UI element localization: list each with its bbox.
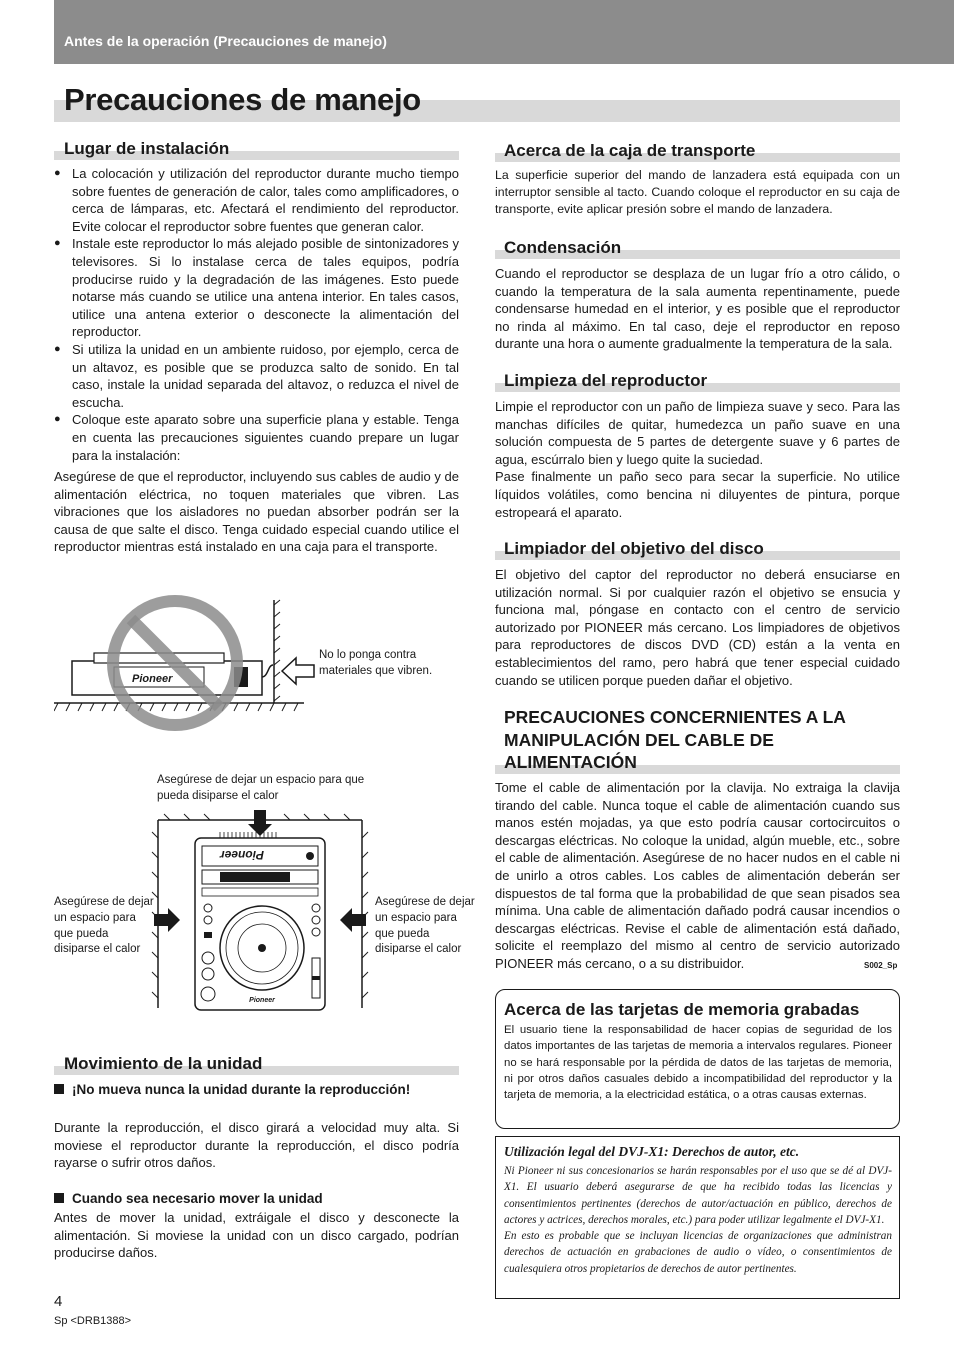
page-number: 4 [54, 1293, 63, 1310]
subheading-mover: Cuando sea necesario mover la unidad [54, 1190, 452, 1208]
figure-ventilation [150, 808, 370, 1013]
heading-tarjetas: Acerca de las tarjetas de memoria grabadas [504, 1000, 860, 1019]
heading-movimiento: Movimiento de la unidad [64, 1054, 263, 1073]
cable-code: S002_Sp [864, 961, 898, 970]
tarjetas-text: El usuario tiene la responsabilidad de hacer copias de seguridad de los datos importantes de las tarjetas de memoria a intervalos regulares. Pioneer no se hará responsable por la pérdida de datos de las tarjetas de memoria, ni por otros daños casuales debido a incompatibilidad del reproductor y la tarjeta de memoria, a la electricidad estática, o a otras causas externas. [504, 1024, 892, 1102]
condensacion-text: Cuando el reproductor se desplaza de un lugar frío a otro cálido, o cuando la temperatura de la sala aumenta repentinamente, puede condensarse humedad en el interior, y es posible que el reproductor no rinda al máximo. En tal caso, deje el reproductor en reposo durante una hora o aumente gradualmente la temperatura de la sala. [495, 266, 900, 352]
limpieza-text2: Pase finalmente un paño seco para secar la superficie. No utilice líquidos volátiles, como bencina ni diluyentes de pintura, porque estropeará el aparato. [495, 469, 900, 520]
list-item: ● Si utiliza la unidad en un ambiente ruidoso, por ejemplo, cerca de un altavoz, es posible que se produzca salto de sonido. En tal caso, instale la unidad separada del altavoz, o reduzca el nivel de escucha. [54, 341, 459, 411]
cable-text: Tome el cable de alimentación por la clavija. No extraiga la clavija tirando del cable. Nunca toque el cable de alimentación cuando sus manos estén mojadas, ya que esto podría causar cortocircuitos o descargas eléctricas. No coloque la unidad, algún mueble, etc., sobre el cable de alimentación. Asegúrese de no hacer nudos en el cable ni de unirlo a otros cables. Los cables de alimentación deberán ser dispuestos de tal forma que la probabilidad de que sean pisados sea mínima. Una cable de alimentación dañado podrá causar incendios o descargas eléctricas. Revise el cable de alimentación está dañado, solicite el reemplazo del mismo al centro de servicio autorizado PIONEER más cercano, o a su distribuidor. [495, 780, 900, 971]
figure2-right-caption: Asegúrese de dejar un espacio para que pueda disiparse el calor [375, 896, 475, 956]
tarjetas-box [495, 989, 900, 1129]
arrow-right-icon [152, 904, 182, 936]
doc-code: Sp <DRB1388> [54, 1315, 132, 1327]
limpieza-text1: Limpie el reproductor con un paño de limpieza suave y seco. Para las manchas difíciles de quitar, humedezca un paño suave en una solución compuesta de 5 partes de detergente suave y 6 partes de agua, escúrralo bien y luego quite la suciedad. [495, 399, 900, 467]
figure2-logo-bottom: Pioneer [249, 997, 275, 1004]
heading-caja: Acerca de la caja de transporte [504, 141, 756, 160]
lugar-body [54, 165, 459, 556]
list-item: ● Coloque este aparato sobre una superficie plana y estable. Tenga en cuenta las precauciones siguientes cuando prepare un lugar para la instalación: [54, 411, 459, 464]
figure1-logo: Pioneer [132, 673, 173, 685]
lugar-bullet-list [54, 165, 459, 464]
legal-text2: En esto es probable que se incluyan licencias de organizaciones que administran derechos de actuación en grabaciones de audio o vídeo, o consentimientos de cualesquiera otros propietarios de derechos de autor pertinentes. [504, 1230, 892, 1275]
heading-legal: Utilización legal del DVJ-X1: Derechos de autor, etc. [504, 1144, 800, 1159]
header-section-title: Antes de la operación (Precauciones de manejo) [64, 33, 387, 49]
figure2-top-caption: Asegúrese de dejar un espacio para que pueda disiparse el calor [157, 774, 365, 802]
heading-limpieza: Limpieza del reproductor [504, 371, 708, 390]
header-band [54, 0, 954, 64]
movimiento-text2: Antes de mover la unidad, extráigale el disco y desconecte la alimentación. Si moviese la unidad con un disco cargado, podrían producirse daños. [54, 1210, 459, 1261]
figure2-logo-top: Pioneer [219, 848, 265, 862]
limpiador-text: El objetivo del captor del reproductor no deberá ensuciarse en utilización normal. Si por cualquier razón el objetivo se ensucia y funciona mal, póngase en contacto con el centro de servicio autorizado por PIONEER más cercano. Los limpiadores de objetivos para reproductores de discos DVD (CD) están a la venta en establecimientos del ramo, pero habrá que tener especial cuidado cuando se utilicen porque pueden dañar el objetivo. [495, 567, 900, 688]
legal-text [504, 1163, 892, 1277]
arrow-left-icon [338, 904, 368, 936]
heading-lugar: Lugar de instalación [64, 139, 230, 158]
list-item: ● La colocación y utilización del reproductor durante mucho tiempo sobre fuentes de generación de calor, tales como amplificadores, o cerca de lámparas, etc. Afectará el rendimiento del reproductor. Evite colocar el reproductor sobre fuentes que generan calor. [54, 165, 459, 235]
limpieza-text [495, 398, 900, 521]
caja-text: La superficie superior del mando de lanzadera está equipada con un interruptor sensible al tacto. Cuando coloque el reproductor en su caja de transporte, evite aplicar presión sobre el mando de lanzadera. [495, 168, 900, 217]
figure1-caption: No lo ponga contra materiales que vibren. [319, 649, 433, 677]
subheading-no-mover: ¡No mueva nunca la unidad durante la reproducción! [54, 1081, 412, 1099]
legal-text1: Ni Pioneer ni sus concesionarios se harán responsables por el uso que se dé al DVJ-X1. El usuario deberá asegurarse de que ha recibido todas las licencias y consentimientos pertinentes (derechos de autor/actuación en público, derechos de actores y actrices, derechos morales, etc.) para poder utilizar legalmente el DVJ-X1. [504, 1165, 892, 1226]
legal-box [495, 1136, 900, 1299]
heading-condensacion: Condensación [504, 238, 622, 257]
figure2-left-caption: Asegúrese de dejar un espacio para que pueda disiparse el calor [54, 896, 154, 956]
page-title: Precauciones de manejo [64, 82, 421, 117]
list-item: ● Instale este reproductor lo más alejado posible de sintonizadores y televisores. Si lo instalase cerca de tales equipos, podría producirse ruido y la degradación de las imágenes. Esto puede notarse más cuando se utilice una antena interior. En tales casos, utilice una antena exterior o desconecte la alimentación del reproductor. [54, 235, 459, 341]
heading-cable: PRECAUCIONES CONCERNIENTES A LA MANIPULACIÓN DEL CABLE DE ALIMENTACIÓN [504, 707, 846, 772]
movimiento-text1: Durante la reproducción, el disco girará a velocidad muy alta. Si moviese el reproductor durante la reproducción, el disco podría rayarse o sufrir otros daños. [54, 1120, 459, 1171]
lugar-paragraph: Asegúrese de que el reproductor, incluyendo sus cables de audio y de alimentación eléctrica, no toquen materiales que vibren. Las vibraciones que los aisladores no puedan absorber podrán ser la causa de que salte el disco. Tenga cuidado especial cuando utilice el reproductor mientras está instalado en una caja para el transporte. [54, 469, 459, 555]
heading-limpiador: Limpiador del objetivo del disco [504, 539, 764, 558]
figure-no-vibration [54, 595, 314, 735]
arrow-left-icon [280, 655, 316, 687]
